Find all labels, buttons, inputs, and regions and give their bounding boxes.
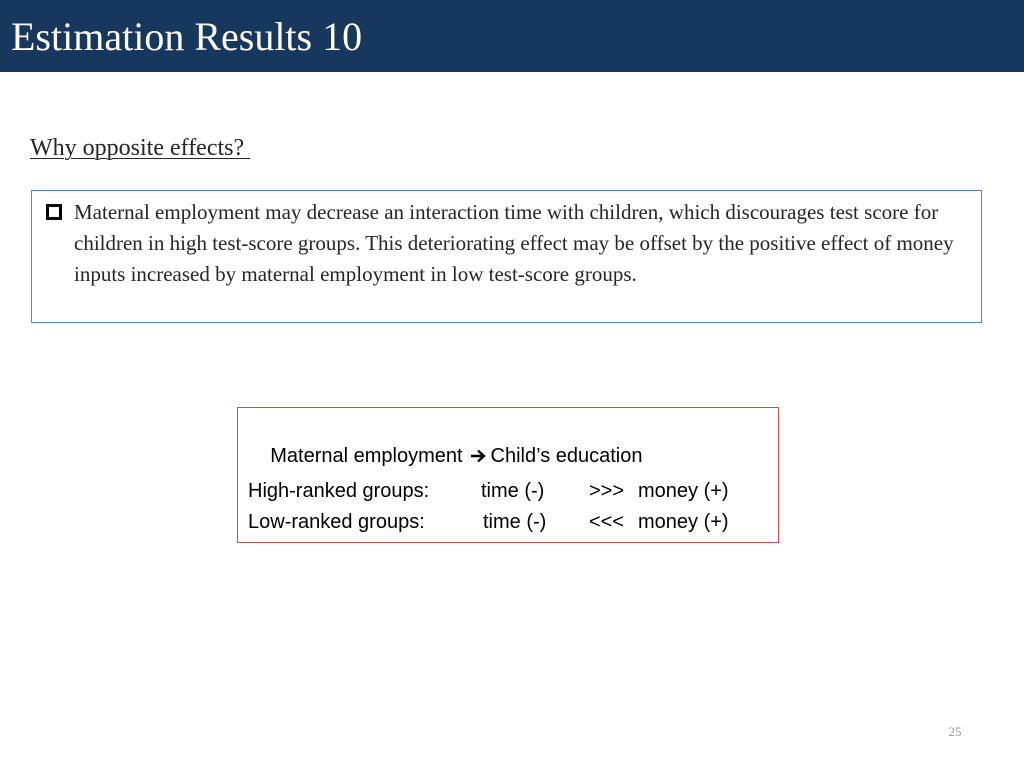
headline-effect: Child’s education [490, 445, 643, 467]
time-effect: time (-) [481, 480, 545, 502]
bullet-text: Maternal employment may decrease an interaction time with children, which discourages test score for children in high test-score groups. This deteriorating effect may be offset by the positive effect of money inputs increased by maternal employment in low test-score groups. [74, 200, 954, 286]
group-label: Low-ranked groups: [248, 511, 425, 533]
comparison-symbol: >>> [589, 480, 625, 502]
time-effect: time (-) [483, 511, 547, 533]
bullet-box [31, 190, 982, 323]
relation-row-high [248, 478, 729, 504]
square-bullet-icon [46, 204, 62, 220]
title-bar [0, 0, 1024, 72]
group-label: High-ranked groups: [248, 480, 430, 502]
relation-box [237, 407, 779, 543]
section-heading: Why opposite effects? [30, 135, 251, 161]
money-effect: money (+) [638, 511, 729, 533]
right-arrow-icon [469, 446, 487, 472]
relation-row-low [248, 509, 729, 535]
relation-headline [248, 417, 643, 467]
headline-cause: Maternal employment [270, 445, 463, 467]
page-number: 25 [948, 724, 962, 739]
slide-title: Estimation Results 10 [11, 14, 363, 59]
money-effect: money (+) [638, 480, 729, 502]
comparison-symbol: <<< [589, 511, 625, 533]
